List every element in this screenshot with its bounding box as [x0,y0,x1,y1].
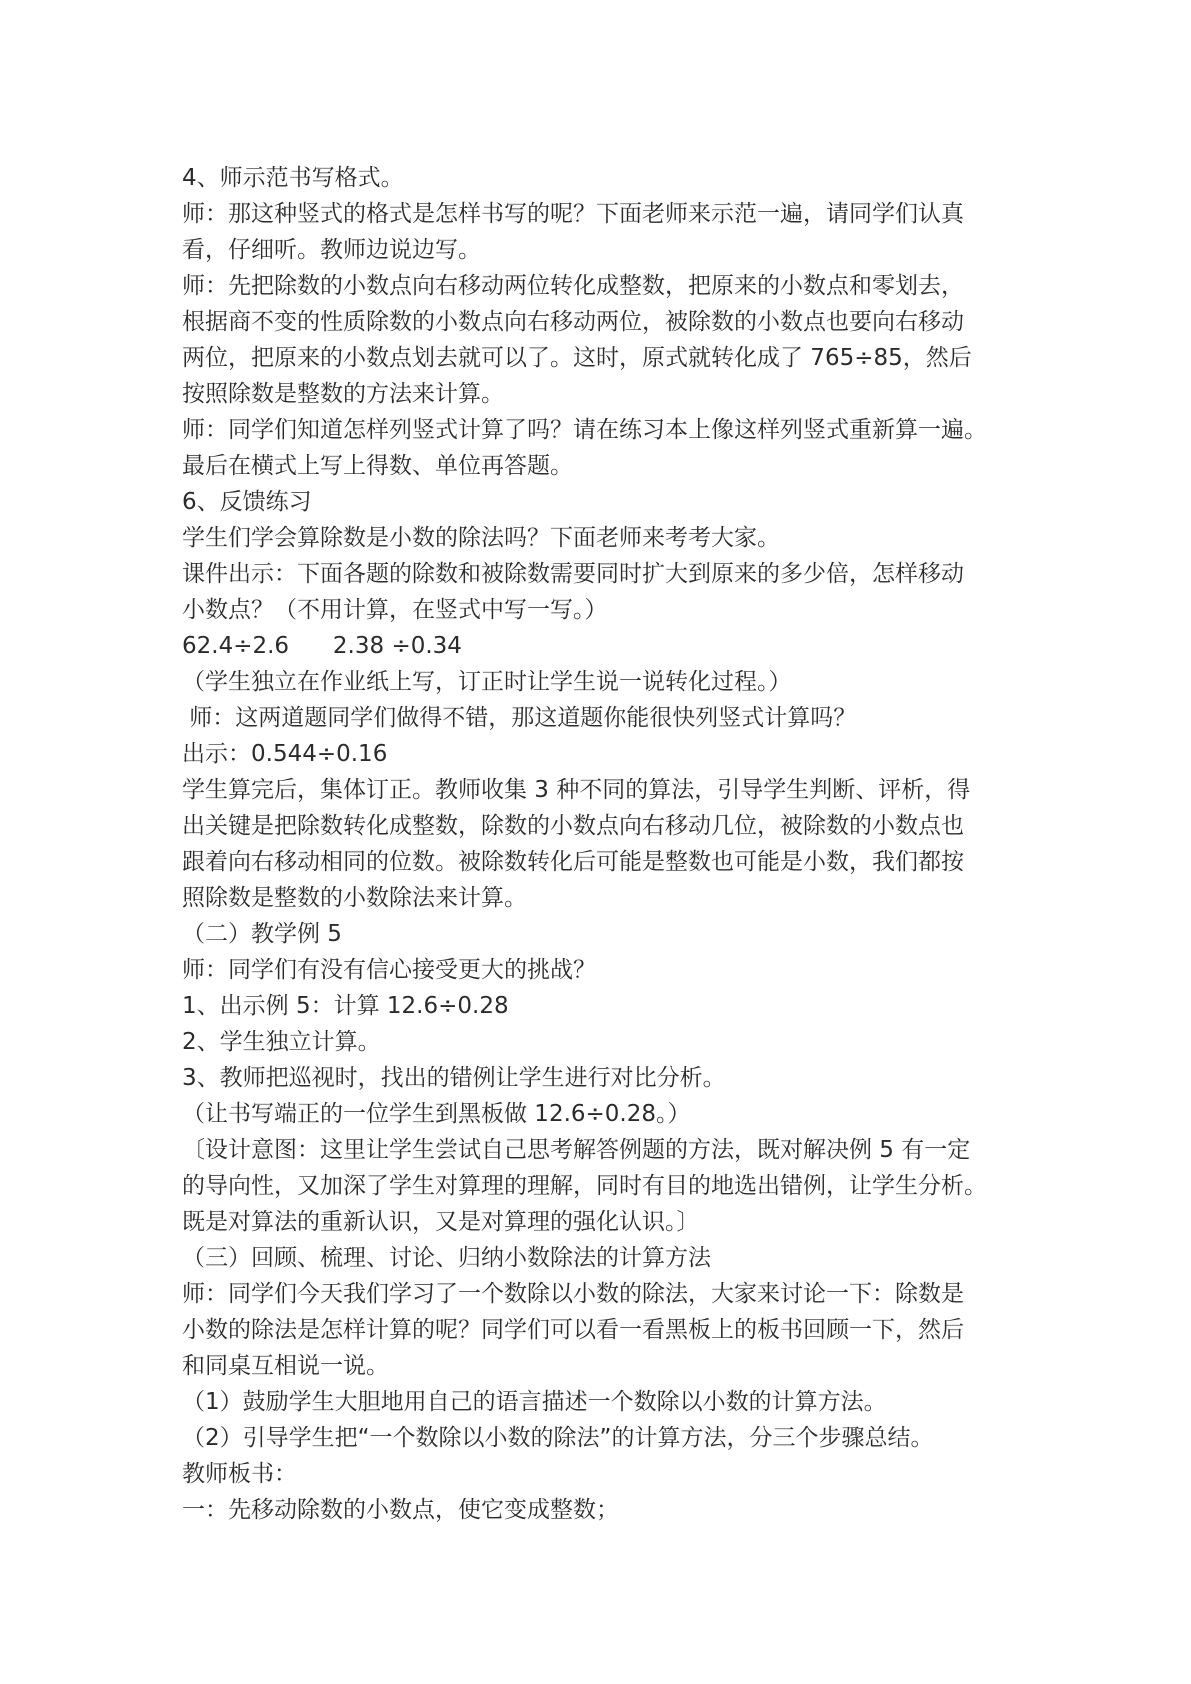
text-line: 3、教师把巡视时，找出的错例让学生进行对比分析。 [182,1065,726,1091]
text-line: 和同桌互相说一说。 [182,1353,389,1379]
text-line: （2）引导学生把“一个数除以小数的除法”的计算方法，分三个步骤总结。 [182,1425,934,1451]
text-line: 根据商不变的性质除数的小数点向右移动两位，被除数的小数点也要向右移动 [182,309,964,335]
text-line: 两位，把原来的小数点划去就可以了。这时，原式就转化成了 765÷85，然后 [182,345,972,371]
design-note: 的导向性，又加深了学生对算理的理解，同时有目的地选出错例，让学生分析。 [182,1173,987,1199]
section-heading: （三）回顾、梳理、讨论、归纳小数除法的计算方法 [182,1245,711,1271]
math-expression: 62.4÷2.6 2.38 ÷0.34 [182,633,462,659]
text-line: 小数点？（不用计算，在竖式中写一写。） [182,597,608,623]
text-line: 照除数是整数的小数除法来计算。 [182,885,527,911]
text-line: 一：先移动除数的小数点，使它变成整数； [182,1497,619,1523]
text-line: 2、学生独立计算。 [182,1029,381,1055]
text-line: 4、师示范书写格式。 [182,165,404,191]
text-line: 看，仔细听。教师边说边写。 [182,237,481,263]
text-line: 课件出示：下面各题的除数和被除数需要同时扩大到原来的多少倍，怎样移动 [182,561,964,587]
text-line: 最后在横式上写上得数、单位再答题。 [182,453,573,479]
text-line: 跟着向右移动相同的位数。被除数转化后可能是整数也可能是小数，我们都按 [182,849,964,875]
text-line: 学生算完后，集体订正。教师收集 3 种不同的算法，引导学生判断、评析，得 [182,777,971,803]
text-line: （让书写端正的一位学生到黑板做 12.6÷0.28。） [182,1101,691,1127]
text-line: （学生独立在作业纸上写，订正时让学生说一说转化过程。） [182,669,792,695]
text-line: 师：那这种竖式的格式是怎样书写的呢？下面老师来示范一遍，请同学们认真 [182,201,964,227]
design-note: 既是对算法的重新认识，又是对算理的强化认识。〕 [182,1209,700,1235]
text-line: 师：先把除数的小数点向右移动两位转化成整数，把原来的小数点和零划去， [182,273,964,299]
text-line: 师：同学们有没有信心接受更大的挑战？ [182,957,596,983]
text-line: 师：同学们知道怎样列竖式计算了吗？请在练习本上像这样列竖式重新算一遍。 [182,417,987,443]
text-line: 师：这两道题同学们做得不错，那这道题你能很快列竖式计算吗？ [182,705,857,731]
text-line: 学生们学会算除数是小数的除法吗？下面老师来考考大家。 [182,525,780,551]
text-line: 出关键是把除数转化成整数，除数的小数点向右移动几位，被除数的小数点也 [182,813,964,839]
document-body [182,160,1032,1528]
section-heading: （二）教学例 5 [182,921,342,947]
text-line: 教师板书： [182,1461,297,1487]
design-note: 〔设计意图：这里让学生尝试自己思考解答例题的方法，既对解决例 5 有一定 [182,1137,971,1163]
text-line: 小数的除法是怎样计算的呢？同学们可以看一看黑板上的板书回顾一下，然后 [182,1317,964,1343]
math-expression: 出示：0.544÷0.16 [182,741,388,767]
text-line: 师：同学们今天我们学习了一个数除以小数的除法，大家来讨论一下：除数是 [182,1281,964,1307]
text-line: 按照除数是整数的方法来计算。 [182,381,504,407]
text-line: （1）鼓励学生大胆地用自己的语言描述一个数除以小数的计算方法。 [182,1389,887,1415]
section-heading: 6、反馈练习 [182,489,312,515]
text-line: 1、出示例 5：计算 12.6÷0.28 [182,993,509,1019]
